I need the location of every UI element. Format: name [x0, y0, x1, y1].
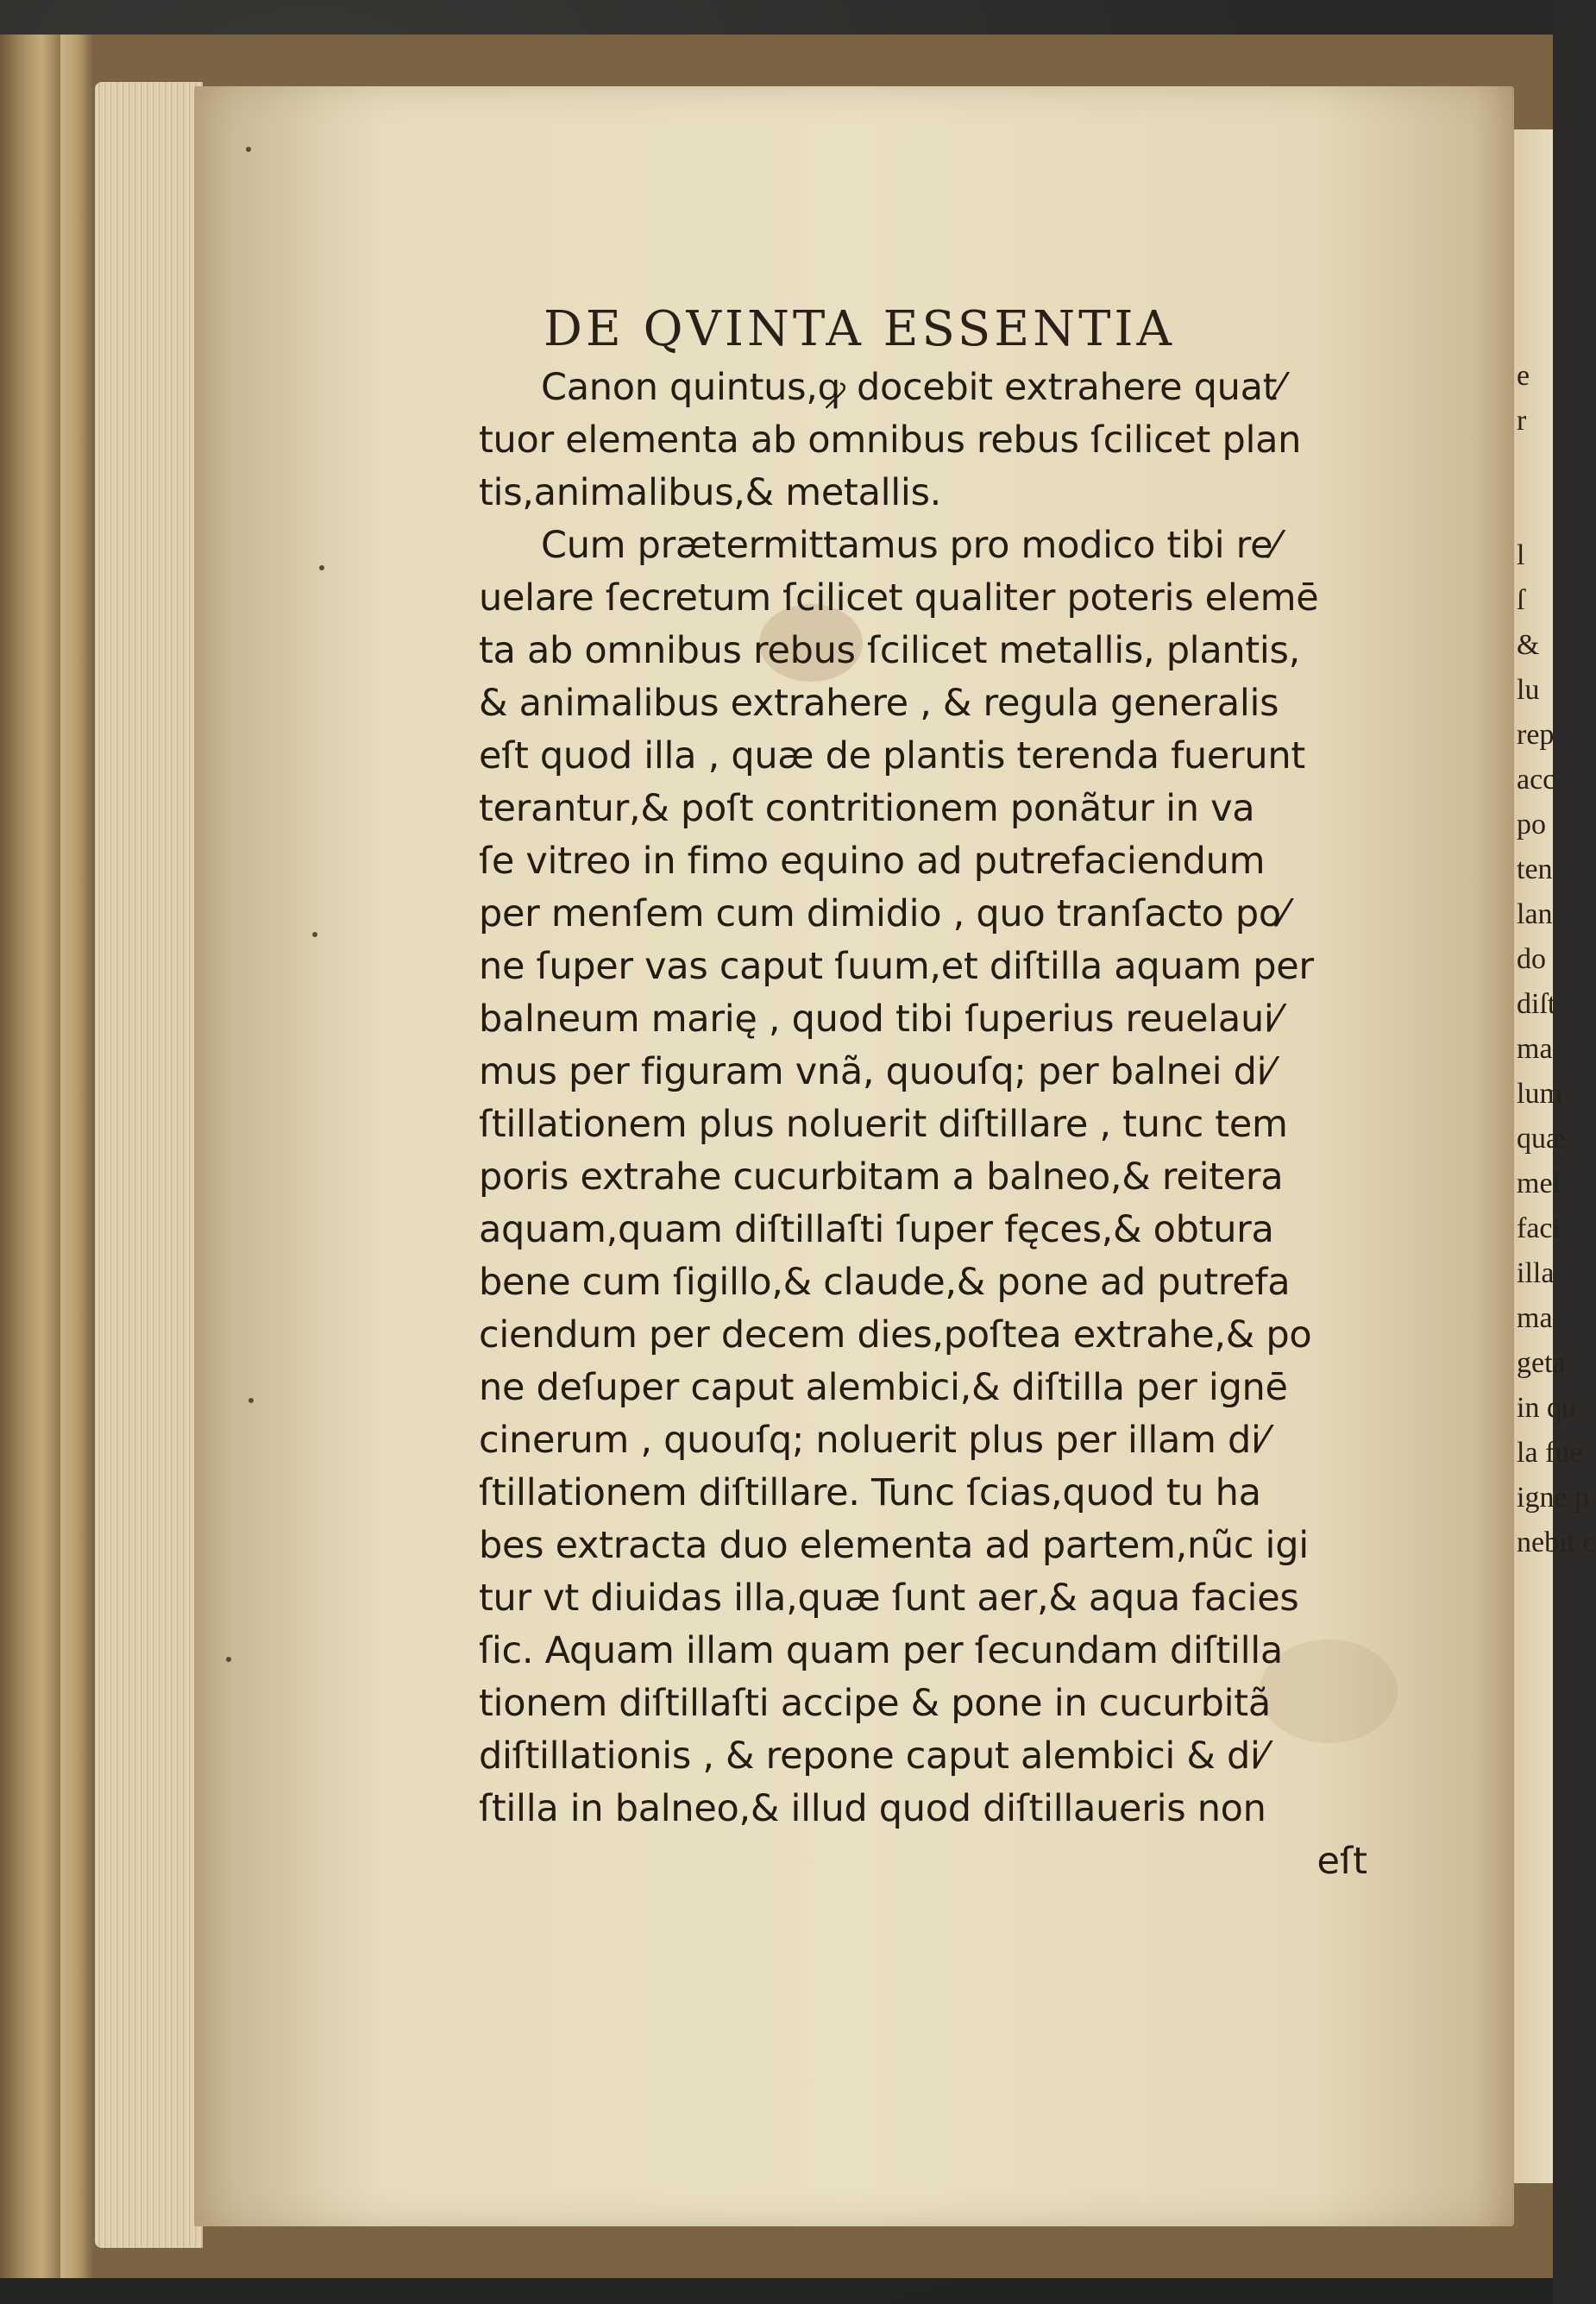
- facing-page-fragment: l: [1517, 539, 1525, 571]
- facing-page-fragment: [1517, 488, 1553, 533]
- paper-speck: [226, 1657, 231, 1662]
- text-line: balneum marię , quod tibi ſuperius reuelaui⁄: [479, 998, 1280, 1041]
- facing-page-fragment: faci: [1517, 1212, 1561, 1244]
- facing-page-fragment: nebit c: [1517, 1527, 1596, 1558]
- facing-page-fragment: diſt: [1517, 988, 1556, 1020]
- running-head: DE QVINTA ESSENTIA: [544, 301, 1175, 357]
- facing-page-fragment: mel: [1517, 1168, 1561, 1199]
- facing-page-fragment: geta: [1517, 1347, 1566, 1379]
- text-block: [479, 298, 1376, 1888]
- facing-page-fragment: &: [1517, 629, 1540, 661]
- book-spine: [0, 35, 60, 2278]
- facing-page-fragment: lu: [1517, 674, 1540, 706]
- text-line: uelare ſecretum ſcilicet qualiter poteris elemē: [479, 576, 1319, 620]
- text-line: per menſem cum dimidio , quo tranſacto po⁄: [479, 892, 1287, 935]
- facing-page-fragment: acc: [1517, 764, 1556, 796]
- text-line: bene cum ſigillo,& claude,& pone ad putrefa: [479, 1261, 1291, 1304]
- facing-page-fragment: illa: [1517, 1257, 1555, 1289]
- facing-page-fragment: po: [1517, 809, 1546, 840]
- text-line: aquam,quam diſtillaſti ſuper fęces,& obtura: [479, 1208, 1274, 1251]
- facing-page-fragment: do: [1517, 943, 1546, 975]
- page-edges: [95, 82, 203, 2248]
- text-line: ne ſuper vas caput ſuum,et diſtilla aquam per: [479, 945, 1314, 988]
- text-line: ſtilla in balneo,& illud quod diſtillaueris non: [479, 1787, 1266, 1830]
- text-line: Canon quintus,ꝙ docebit extrahere quat⁄: [541, 366, 1284, 409]
- text-line: cinerum , quouſq; noluerit plus per illam di⁄: [479, 1419, 1267, 1462]
- text-line: tis,animalibus,& metallis.: [479, 471, 942, 514]
- text-line: poris extrahe cucurbitam a balneo,& reitera: [479, 1155, 1284, 1199]
- paper-speck: [246, 147, 251, 152]
- text-line: terantur,& poſt contritionem ponãtur in va: [479, 787, 1255, 830]
- facing-page-text: [1517, 354, 1596, 1565]
- facing-page-fragment: ma: [1517, 1033, 1553, 1065]
- catchword: eſt: [1316, 1840, 1367, 1883]
- text-line: tuor elementa ab omnibus rebus ſcilicet plan: [479, 419, 1302, 462]
- text-line: ſe vitreo in fimo equino ad putrefaciendum: [479, 840, 1266, 883]
- facing-page-fragment: rep: [1517, 719, 1555, 751]
- text-line: diſtillationis , & repone caput alembici & di⁄: [479, 1734, 1266, 1778]
- text-line: bes extracta duo elementa ad partem,nũc igi: [479, 1524, 1309, 1567]
- facing-page-fragment: ten: [1517, 853, 1553, 885]
- paper-speck: [312, 932, 317, 937]
- facing-page-fragment: in qu: [1517, 1392, 1576, 1424]
- facing-page-fragment: lum: [1517, 1078, 1562, 1110]
- text-line: tionem diſtillaſti accipe & pone in cucurbitã: [479, 1682, 1271, 1725]
- facing-page-fragment: [1517, 444, 1553, 488]
- text-line: mus per figuram vnã, quouſq; per balnei di⁄: [479, 1050, 1273, 1093]
- text-line: & animalibus extrahere , & regula generalis: [479, 682, 1279, 725]
- text-line: ne deſuper caput alembici,& diſtilla per ignē: [479, 1366, 1288, 1409]
- paper-speck: [248, 1398, 254, 1403]
- page-gutter-shadow: [194, 86, 384, 2226]
- text-line: eſt quod illa , quæ de plantis terenda fuerunt: [479, 734, 1305, 777]
- text-line: ſtillationem diſtillare. Tunc ſcias,quod tu ha: [479, 1471, 1261, 1514]
- facing-page-fragment: e: [1517, 360, 1530, 392]
- text-line: Cum prætermittamus pro modico tibi re⁄: [541, 524, 1279, 567]
- text-line: tur vt diuidas illa,quæ ſunt aer,& aqua facies: [479, 1577, 1299, 1620]
- facing-page-fragment: ſ: [1517, 584, 1525, 616]
- facing-page-fragment: lan: [1517, 898, 1553, 930]
- paper-speck: [319, 565, 324, 570]
- facing-page-fragment: r: [1517, 405, 1527, 437]
- text-line: ſtillationem plus noluerit diſtillare , tunc tem: [479, 1103, 1288, 1146]
- facing-page-fragment: la fue: [1517, 1437, 1583, 1469]
- facing-page-fragment: ma: [1517, 1302, 1553, 1334]
- text-line: ta ab omnibus rebus ſcilicet metallis, plantis,: [479, 629, 1301, 672]
- facing-page-fragment: quæ: [1517, 1123, 1566, 1155]
- text-line: ſic. Aquam illam quam per ſecundam diſtilla: [479, 1629, 1283, 1672]
- facing-page-fragment: igne p: [1517, 1482, 1590, 1514]
- text-line: ciendum per decem dies,poſtea extrahe,& po: [479, 1313, 1312, 1357]
